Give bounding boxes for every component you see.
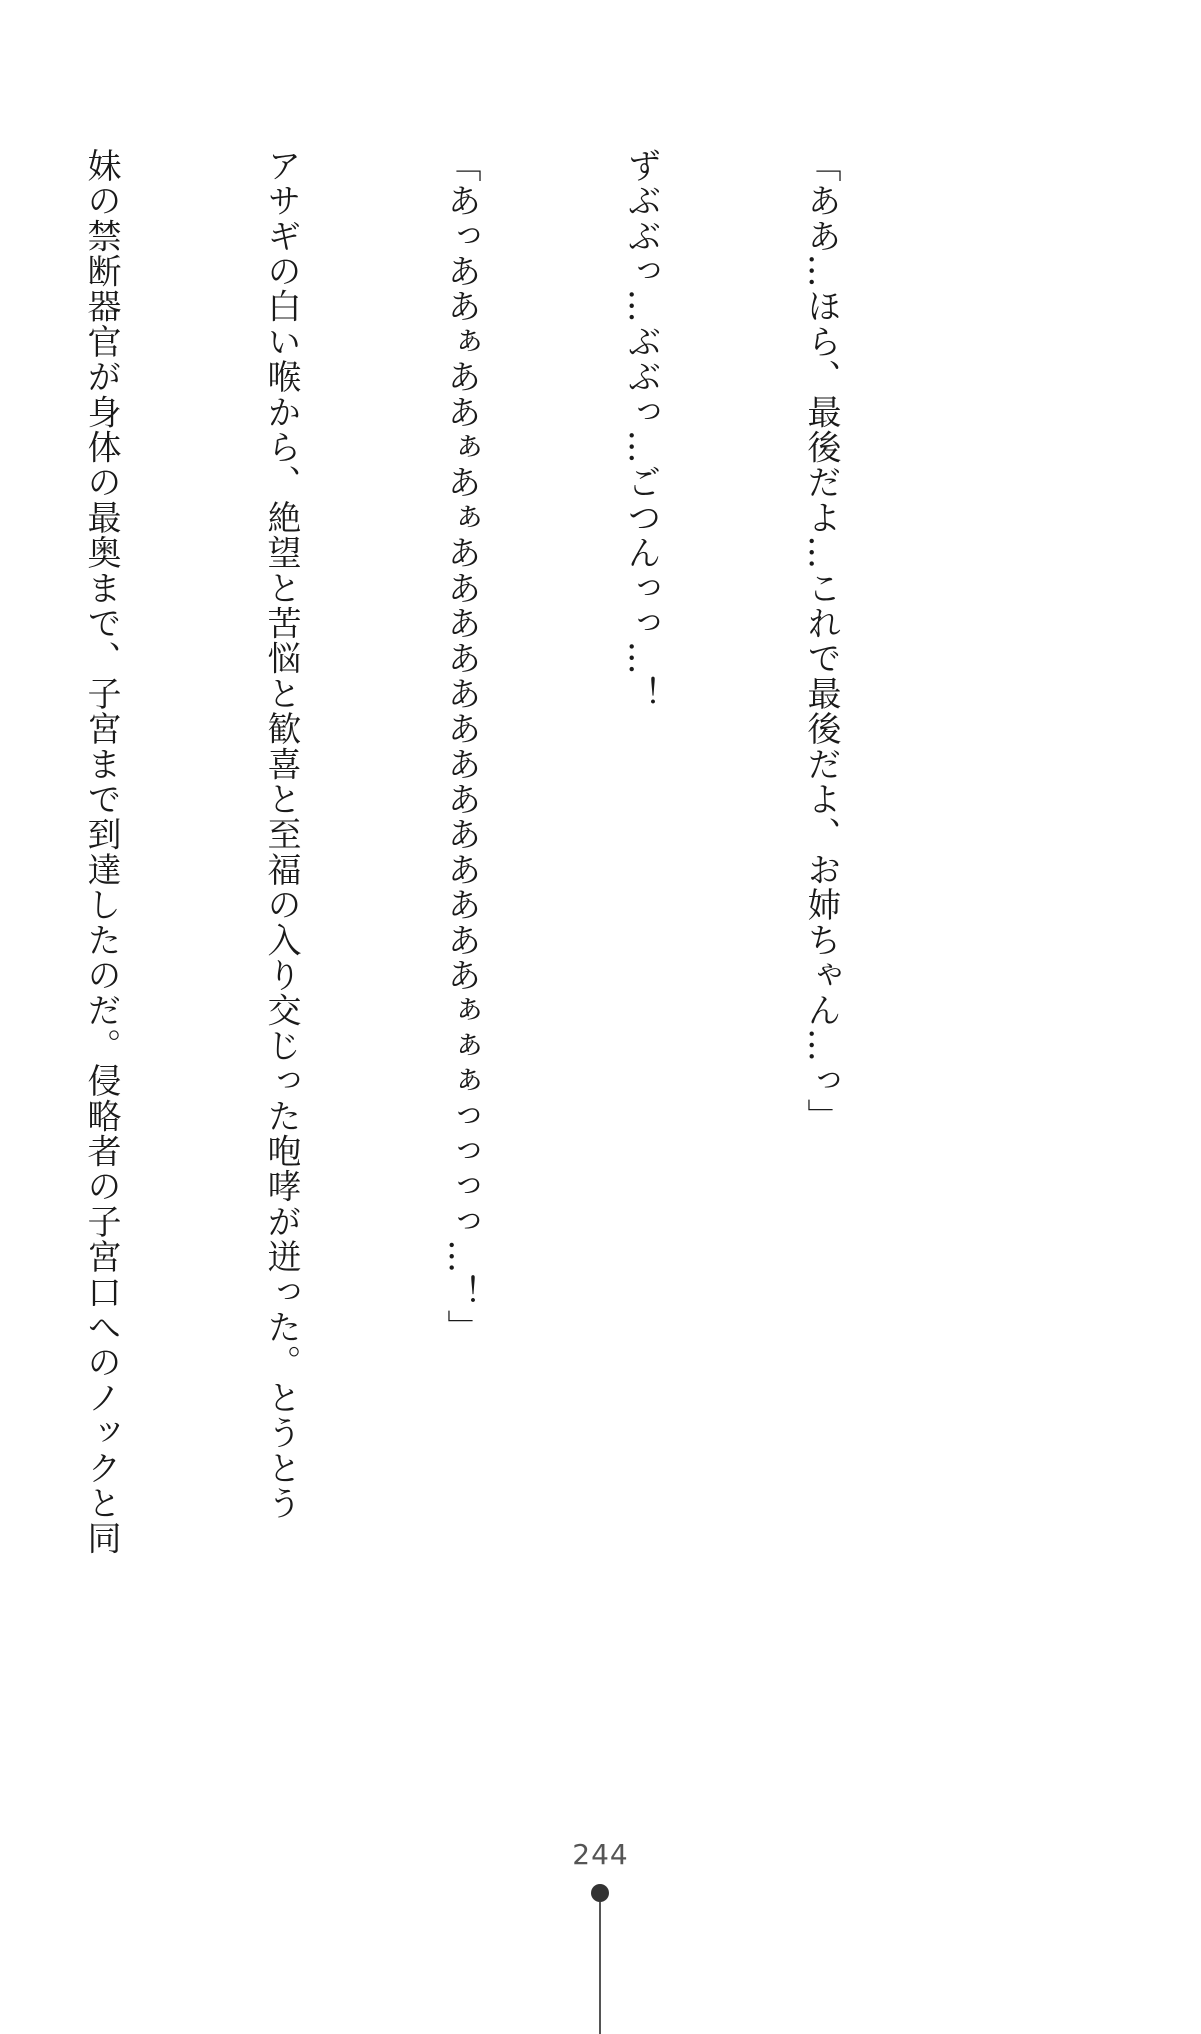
page-number: 244 <box>572 1838 629 1871</box>
text-line: 妹の禁断器官が身体の最奥まで、子宮まで到達したのだ。侵略者の子宮口へのノックと同 <box>81 148 121 1556</box>
text-line: アサギの白い喉から、絶望と苦悩と歓喜と至福の入り交じった咆哮が迸った。とうとう <box>261 148 301 1521</box>
vertical-text-body <box>0 148 971 1648</box>
folio-rule <box>599 1902 601 2034</box>
folio-dot <box>591 1884 609 1902</box>
text-line: 「あっああぁああぁあぁあああああああああああああぁぁぁっっっっ…！」 <box>441 148 481 1345</box>
text-line: 「ああ…ほら、最後だよ…これで最後だよ、お姉ちゃん…っ」 <box>801 148 841 1134</box>
text-line: ずぶぶっ…ぶぶっ…ごつんっっ…！ <box>621 148 661 712</box>
